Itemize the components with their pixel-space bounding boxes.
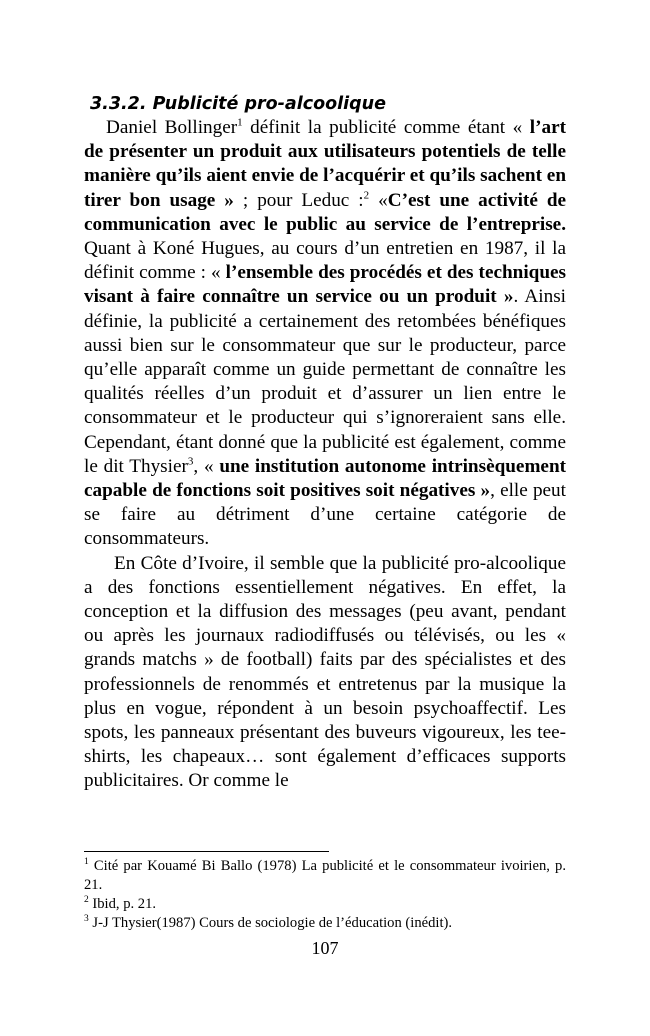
p1-text-6: . Ainsi définie, la publicité a certainement des retombées bénéfiques aussi bien sur le consommateur que sur le producteur, parce qu’elle apparaît comme un guide permettant de connaître les qualités réelles d’un produit et d’assurer un lien entre le consommateur et le producteur qui s’ignoreraient sans elle. Cependant, étant donné que la publicité est également, comme le dit Thysier	[84, 286, 566, 477]
footnote-text: J-J Thysier(1987) Cours de sociologie de l’éducation (inédit).	[88, 915, 453, 931]
p1-text-5: Quant à Koné Hugues, au cours d’un entretien en 1987, il la définit comme : «	[84, 238, 566, 284]
page-body	[84, 92, 566, 794]
p1-bold-quote-3: l’ensemble des procédés et des techniques visant à faire connaître un service ou un produit »	[84, 262, 566, 308]
footnote-2	[84, 895, 566, 914]
footnote-1	[84, 857, 566, 895]
p1-text-7: , «	[193, 455, 220, 477]
footnote-number: 3	[84, 914, 89, 925]
paragraph-1	[84, 116, 566, 552]
footnote-text: Ibid, p. 21.	[88, 896, 157, 912]
p1-bold-quote-2: C’est une activité de communication avec le public au service de l’entreprise.	[84, 189, 567, 235]
footnote-separator	[84, 851, 329, 852]
footnote-3	[84, 914, 566, 933]
p1-text-1: Daniel Bollinger	[106, 117, 238, 138]
footnote-number: 2	[84, 895, 89, 906]
page-number: 107	[311, 938, 339, 958]
p1-text-3: ; pour Leduc :	[233, 189, 364, 211]
section-heading: 3.3.2. Publicité pro-alcoolique	[90, 94, 386, 114]
p1-bold-quote-4: une institution autonome intrinsèquement capable de fonctions soit positives soit négatives »	[84, 455, 567, 502]
footnotes	[84, 857, 566, 933]
footnote-ref-3: 3	[187, 455, 194, 468]
paragraph-2: En Côte d’Ivoire, il semble que la publicité pro-alcoolique a des fonctions essentiellement négatives. En effet, la conception et la diffusion des messages (peu avant, pendant ou après les journaux radiodiffusés ou télévisés, ou les « grands matchs » de football) faits par des spécialistes et des professionnels de renommés et entretenus par la musique la plus en vogue, répondent à un besoin psychoaffectif. Les spots, les panneaux présentant des buveurs vigoureux, les tee-shirts, les chapeaux… sont également d’efficaces supports publicitaires. Or comme le	[84, 552, 566, 792]
footnote-number: 1	[84, 857, 89, 868]
p1-text-8: , elle peut se faire au détriment d’une certaine catégorie de consommateurs.	[84, 480, 566, 550]
p1-bold-quote-1: l’art de présenter un produit aux utilisateurs potentiels de telle manière qu’ils aient envie de l’acquérir et qu’ils sachent en tirer bon usage »	[84, 117, 566, 211]
p1-text-4: «	[369, 189, 388, 211]
footnote-ref-1: 1	[237, 116, 243, 129]
footnote-text: Cité par Kouamé Bi Ballo (1978) La publicité et le consommateur ivoirien, p. 21.	[84, 858, 566, 893]
p1-text-2: définit la publicité comme étant «	[242, 117, 530, 138]
footnote-ref-2: 2	[363, 189, 370, 202]
